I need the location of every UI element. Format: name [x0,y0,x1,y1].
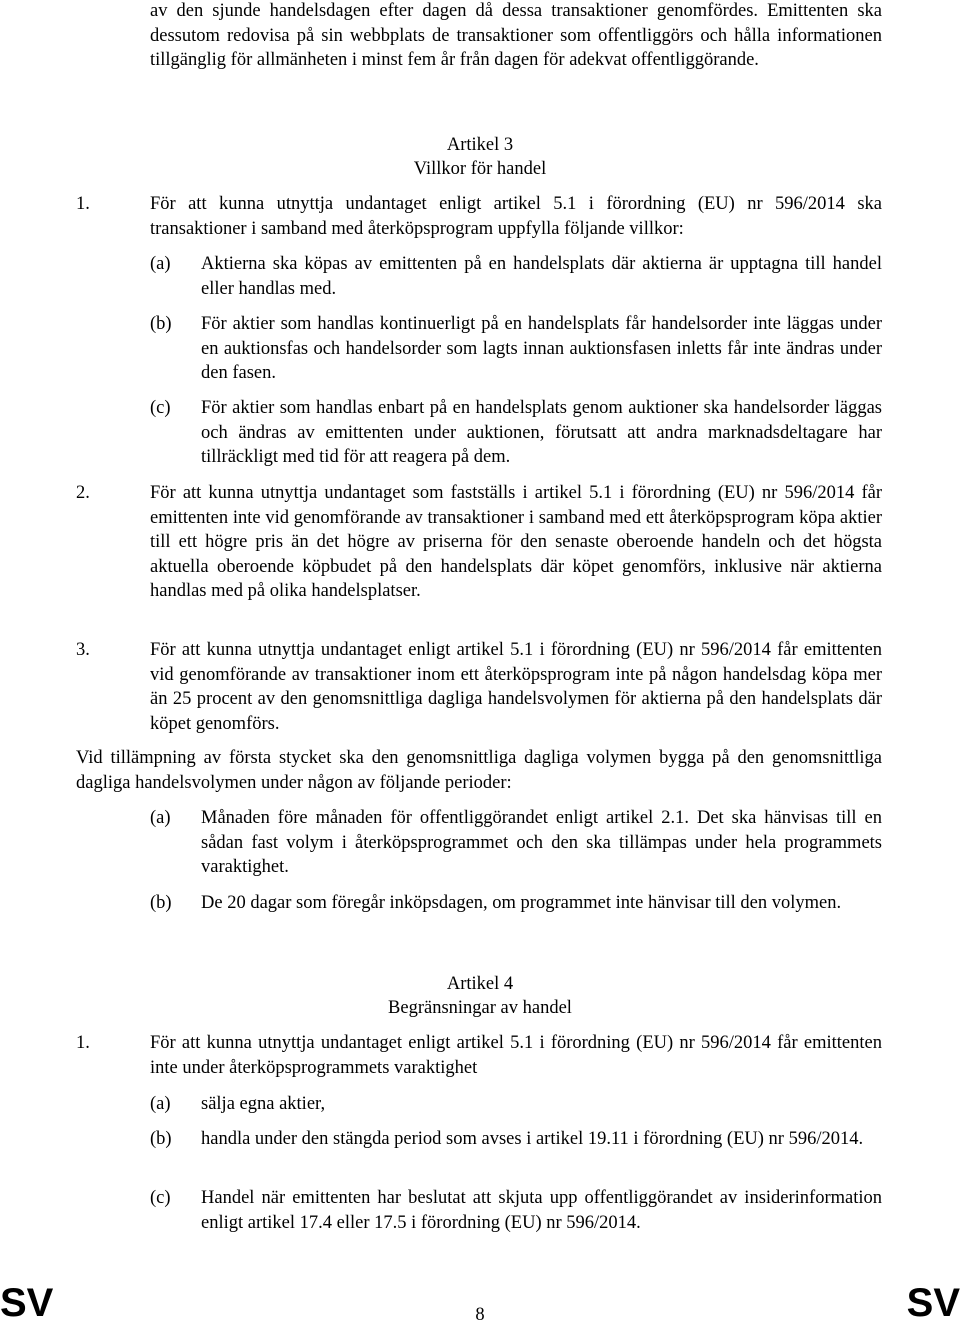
article-4-p1-text: För att kunna utnyttja undantaget enligt artikel 5.1 i förordning (EU) nr 596/2014 får emittenten inte under återköpsprogrammets varaktighet [150,1033,882,1078]
application-item-a-text: Månaden före månaden för offentliggörandet enligt artikel 2.1. Det ska hänvisas till en sådan fast volym i återköpsprogrammet och den ska tillämpas under hela programmets varaktighet. [201,808,882,877]
article-3-p1-item-a-text: Aktierna ska köpas av emittenten på en handelsplats där aktierna är upptagna till handel eller handlas med. [201,254,882,299]
article-3-p2-text: För att kunna utnyttja undantaget som fastställs i artikel 5.1 i förordning (EU) nr 596/2014 får emittenten inte vid genomförande av transaktioner i samband med ett återköpsprogram köpa aktier till ett högre pris än det högre av priserna för den senaste oberoende handeln och det högsta aktuella oberoende köpbudet på den handelsplats där köpet genomförs, inklusive när aktierna handlas med på olika handelsplatser. [150,483,882,601]
article-3-p1-number: 1. [76,194,90,214]
application-paragraph [76,746,882,795]
article-3-p3-text: För att kunna utnyttja undantaget enligt artikel 5.1 i förordning (EU) nr 596/2014 får emittenten vid genomförande av transaktioner inom ett återköpsprogram inte på någon handelsdag köpa mer än 25 procent av den genomsnittliga dagliga handelsvolymen för aktierna på den handelsplats där köpet genomförs. [150,640,882,734]
article-4-p1-item-b-label: (b) [150,1129,172,1149]
article-4-p1-item-c-label: (c) [150,1188,171,1208]
page-number: 8 [475,1305,485,1325]
article-4-p1-item-b-text: handla under den stängda period som avses i artikel 19.11 i förordning (EU) nr 596/2014. [201,1129,864,1149]
application-text: Vid tillämpning av första stycket ska den genomsnittliga dagliga volymen bygga på den genomsnittliga dagliga handelsvolymen under någon av följande perioder: [76,748,882,793]
article-4-p1-number: 1. [76,1033,90,1053]
application-item-a-label: (a) [150,808,171,828]
application-item-b-label: (b) [150,893,172,913]
article-3-p1-item-c-text: För aktier som handlas enbart på en handelsplats genom auktioner ska handelsorder läggas och ändras av emittenten under auktionen, förutsatt att andra marknadsdeltagare har tillräckligt med tid för att reagera på dem. [201,398,882,467]
language-code-right: SV [906,1281,960,1325]
article-3-heading: Artikel 3 [446,135,514,155]
article-3-p1-item-b-text: För aktier som handlas kontinuerligt på en handelsplats får handelsorder inte läggas under en auktionsfas och handelsorder som lagts innan auktionsfasen inletts får inte ändras under den fasen. [201,314,882,383]
language-code-left: SV [0,1281,54,1325]
article-3-p2-number: 2. [76,483,90,503]
article-3-title: Villkor för handel [413,159,547,179]
article-4-heading: Artikel 4 [446,974,514,994]
article-3-p1-item-c-label: (c) [150,398,171,418]
article-4-p1-item-a-text: sälja egna aktier, [201,1094,326,1114]
article-4-title: Begränsningar av handel [388,998,572,1018]
article-3-p1-text: För att kunna utnyttja undantaget enligt artikel 5.1 i förordning (EU) nr 596/2014 ska transaktioner i samband med återköpsprogram uppfylla följande villkor: [150,194,882,239]
article-4-p1-item-a-label: (a) [150,1094,171,1114]
intro-paragraph: av den sjunde handelsdagen efter dagen då dessa transaktioner genomfördes. Emittenten ska dessutom redovisa på sin webbplats de transaktioner som offentliggörs och hålla informationen tillgänglig för allmänheten i minst fem år från dagen för adekvat offentliggörande. [150,1,882,70]
article-3-p1-item-a-label: (a) [150,254,171,274]
application-item-b-text: De 20 dagar som föregår inköpsdagen, om programmet inte hänvisar till den volymen. [201,893,842,913]
article-4-p1-item-c-text: Handel när emittenten har beslutat att skjuta upp offentliggörandet av insiderinformation enligt artikel 17.4 eller 17.5 i förordning (EU) nr 596/2014. [201,1188,882,1233]
article-3-p1-item-b-label: (b) [150,314,172,334]
article-3-p3-number: 3. [76,640,90,660]
